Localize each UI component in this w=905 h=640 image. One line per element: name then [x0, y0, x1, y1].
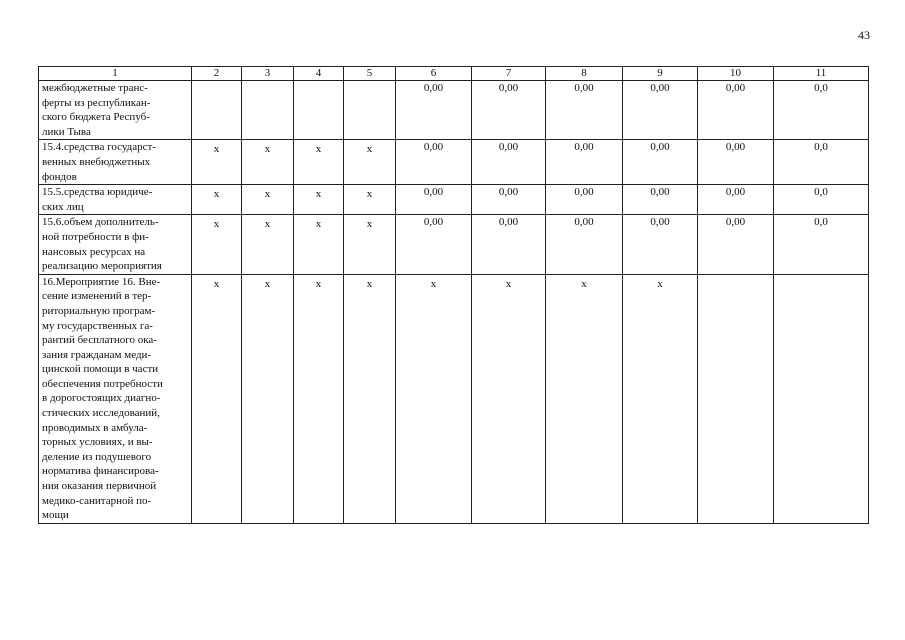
description-line: нансовых ресурсах на — [42, 245, 146, 258]
value-cell: 0,00 — [623, 185, 698, 215]
description-line: стических исследований, — [42, 407, 160, 420]
value-cell: 0,00 — [546, 140, 623, 185]
value-cell: x — [344, 185, 396, 215]
value-cell: 0,00 — [546, 215, 623, 274]
table-row — [39, 81, 869, 140]
header-cell: 10 — [698, 67, 774, 81]
row-description — [39, 215, 192, 274]
description-line: ского бюджета Респуб- — [42, 111, 150, 124]
table-row — [39, 140, 869, 185]
value-cell — [344, 81, 396, 140]
value-cell: x — [294, 185, 344, 215]
value-cell — [774, 274, 869, 523]
value-cell: 0,00 — [472, 185, 546, 215]
table-row — [39, 185, 869, 215]
value-cell: 0,0 — [774, 81, 869, 140]
value-cell: x — [192, 274, 242, 523]
value-cell: 0,00 — [396, 81, 472, 140]
description-line: венных внебюджетных — [42, 155, 151, 168]
value-cell: x — [344, 274, 396, 523]
value-cell — [242, 81, 294, 140]
value-cell: 0,00 — [623, 81, 698, 140]
description-line: в дорогостоящих диагно- — [42, 392, 161, 405]
row-description — [39, 140, 192, 185]
description-line: 15.4.средства государст- — [42, 141, 156, 154]
value-cell: 0,00 — [623, 140, 698, 185]
header-cell: 9 — [623, 67, 698, 81]
description-line: медико-санитарной по- — [42, 494, 152, 507]
description-line: риториальную програм- — [42, 304, 156, 317]
row-description — [39, 185, 192, 215]
value-cell: 0,0 — [774, 185, 869, 215]
table-row — [39, 215, 869, 274]
description-line: норматива финансирова- — [42, 465, 159, 478]
header-cell: 1 — [39, 67, 192, 81]
description-line: зания гражданам меди- — [42, 348, 152, 361]
value-cell: x — [396, 274, 472, 523]
description-line: реализацию мероприятия — [42, 260, 162, 273]
value-cell: x — [192, 140, 242, 185]
value-cell: 0,00 — [698, 185, 774, 215]
description-line: цинской помощи в части — [42, 363, 159, 376]
value-cell: 0,00 — [396, 215, 472, 274]
value-cell: x — [242, 185, 294, 215]
description-line: обеспечения потребности — [42, 377, 163, 390]
value-cell — [698, 274, 774, 523]
value-cell: 0,00 — [546, 185, 623, 215]
page-number: 43 — [858, 28, 870, 42]
value-cell: x — [242, 215, 294, 274]
value-cell: x — [472, 274, 546, 523]
table-row — [39, 274, 869, 523]
value-cell: 0,00 — [546, 81, 623, 140]
value-cell — [192, 81, 242, 140]
value-cell: 0,00 — [472, 215, 546, 274]
value-cell: 0,00 — [396, 185, 472, 215]
description-line: торных условиях, и вы- — [42, 436, 153, 449]
description-line: 16.Мероприятие 16. Вне- — [42, 275, 161, 288]
row-description — [39, 274, 192, 523]
value-cell: x — [344, 215, 396, 274]
value-cell: 0,00 — [472, 81, 546, 140]
description-line: деление из подушевого — [42, 450, 152, 463]
value-cell: x — [344, 140, 396, 185]
description-line: 15.5.средства юридиче- — [42, 186, 153, 199]
header-cell: 4 — [294, 67, 344, 81]
value-cell: 0,00 — [698, 140, 774, 185]
value-cell: x — [242, 274, 294, 523]
value-cell: x — [294, 140, 344, 185]
description-line: 15.6.объем дополнитель- — [42, 216, 159, 229]
value-cell: x — [294, 215, 344, 274]
description-line: рантий бесплатного ока- — [42, 334, 157, 347]
description-line: ной потребности в фи- — [42, 230, 149, 243]
description-line: сение изменений в тер- — [42, 290, 152, 303]
value-cell: 0,00 — [623, 215, 698, 274]
value-cell: 0,00 — [472, 140, 546, 185]
description-line: мощи — [42, 509, 69, 522]
header-cell: 6 — [396, 67, 472, 81]
budget-table — [38, 66, 869, 524]
description-line: ферты из республикан- — [42, 96, 151, 109]
value-cell: 0,0 — [774, 140, 869, 185]
value-cell: 0,00 — [396, 140, 472, 185]
value-cell: x — [242, 140, 294, 185]
description-line: фондов — [42, 170, 77, 183]
value-cell: 0,00 — [698, 81, 774, 140]
value-cell: x — [192, 185, 242, 215]
description-line: межбюджетные транс- — [42, 82, 148, 94]
value-cell: 0,0 — [774, 215, 869, 274]
header-cell: 3 — [242, 67, 294, 81]
header-cell: 5 — [344, 67, 396, 81]
header-row — [39, 67, 869, 81]
description-line: му государственных га- — [42, 319, 153, 332]
description-line: лики Тыва — [42, 125, 91, 138]
row-description — [39, 81, 192, 140]
description-line: проводимых в амбула- — [42, 421, 148, 434]
value-cell — [294, 81, 344, 140]
header-cell: 2 — [192, 67, 242, 81]
value-cell: x — [294, 274, 344, 523]
value-cell: x — [192, 215, 242, 274]
description-line: ния оказания первичной — [42, 480, 157, 493]
header-cell: 7 — [472, 67, 546, 81]
value-cell: x — [546, 274, 623, 523]
header-cell: 8 — [546, 67, 623, 81]
value-cell: 0,00 — [698, 215, 774, 274]
description-line: ских лиц — [42, 200, 84, 213]
value-cell: x — [623, 274, 698, 523]
header-cell: 11 — [774, 67, 869, 81]
